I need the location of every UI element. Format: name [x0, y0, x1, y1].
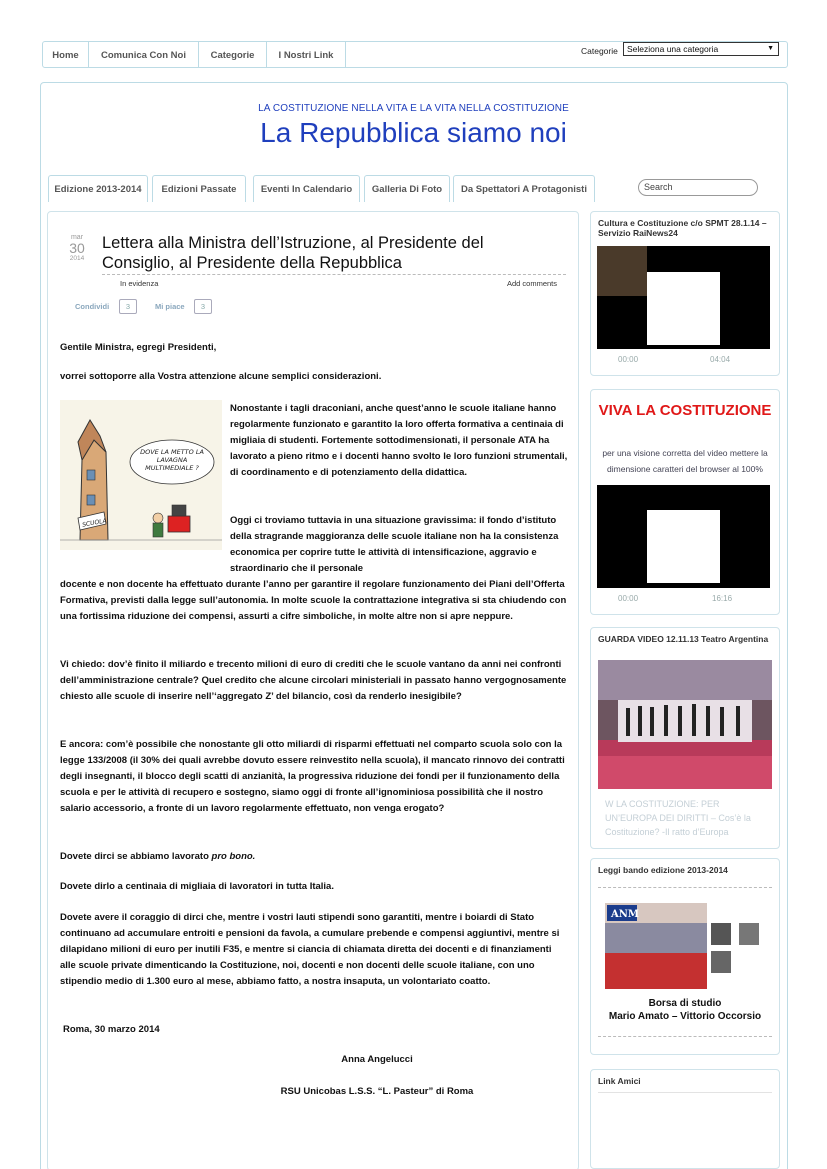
paragraph-5 [60, 849, 568, 865]
cartoon-sign-text: SCUOLA [81, 517, 108, 529]
tab-galleria-di-foto[interactable]: Galleria Di Foto [364, 175, 450, 202]
tab-edizione-2013-2014[interactable]: Edizione 2013-2014 [48, 175, 148, 202]
dropdown-arrow-icon: ▼ [767, 45, 774, 52]
tab-edizioni-passate[interactable]: Edizioni Passate [152, 175, 246, 202]
intro-paragraph: vorrei sottoporre alla Vostra attenzione alcune semplici considerazioni. [60, 371, 382, 382]
bando-image[interactable] [605, 903, 765, 989]
video-time-end: 16:16 [712, 594, 733, 603]
site-tagline: LA COSTITUZIONE NELLA VITA E LA VITA NELLA COSTITUZIONE [258, 103, 569, 114]
paragraph-3: Vi chiedo: dov’è finito il miliardo e trecento milioni di euro di crediti che le scuole vantano da anni nei confronti dell’amministrazione centrale? Quel credito che alcune circolari ministeriali in passato hanno vergognosamente chiesto alle scuole di inserire nell’‘aggregato Z’ del bilancio, così da renderlo inesigibile? [60, 659, 567, 702]
tab-da-spettatori-a-protagonisti[interactable]: Da Spettatori A Protagonisti [453, 175, 595, 202]
title-divider [102, 274, 566, 275]
video-player-viva[interactable] [597, 485, 770, 588]
nav-comunica-con-noi[interactable]: Comunica Con Noi [89, 42, 199, 67]
video-widget-rainews-title[interactable]: Cultura e Costituzione c/o SPMT 28.1.14 – Servizio RaiNews24 [598, 218, 767, 238]
bando-divider [598, 887, 772, 888]
tab-eventi-in-calendario[interactable]: Eventi In Calendario [253, 175, 360, 202]
mi-piace-count: 3 [194, 299, 212, 314]
post-date-month: mar [70, 234, 84, 241]
viva-costituzione-title: VIVA LA COSTITUZIONE [598, 402, 772, 419]
condividi-button[interactable]: Condividi [75, 302, 110, 311]
school-cartoon-image [60, 400, 222, 550]
video-time-end: 04:04 [710, 355, 731, 364]
post-date-year: 2014 [69, 255, 85, 262]
video-time-start: 00:00 [618, 355, 639, 364]
site-title[interactable]: La Repubblica siamo noi [260, 117, 567, 148]
link-amici-title[interactable]: Link Amici [598, 1076, 641, 1086]
condividi-count: 3 [119, 299, 137, 314]
category-label: Categorie [581, 46, 618, 56]
paragraph-1: Nonostante i tagli draconiani, anche quest’anno le scuole italiane hanno regolarmente funzionato e garantito la loro offerta formativa a centinaia di migliaia di studenti. Fortemente sottodimensionati, il personale ATA ha lavorato a pieno ritmo e i docenti hanno svolto le loro funzioni strumentali, di coordinamento e di potenziamento della didattica. [230, 403, 568, 478]
mi-piace-button[interactable]: Mi piace [155, 302, 185, 311]
video-thumbnail [597, 246, 647, 296]
nav-i-nostri-link[interactable]: I Nostri Link [267, 42, 346, 67]
post-date-day: 30 [69, 240, 85, 256]
video-frame [647, 272, 720, 345]
anm-logo-text: ANM [611, 909, 639, 920]
greeting: Gentile Ministra, egregi Presidenti, [60, 342, 217, 353]
borsa-names: Mario Amato – Vittorio Occorsio [608, 1011, 762, 1022]
author-name: Anna Angelucci [341, 1054, 413, 1065]
category-select-value: Seleziona una categoria [627, 44, 719, 54]
borsa-di-studio: Borsa di studio [648, 998, 722, 1009]
author-affiliation: RSU Unicobas L.S.S. “L. Pasteur” di Roma [280, 1086, 474, 1097]
link-amici-divider [598, 1092, 772, 1093]
video-time-start: 00:00 [618, 594, 639, 603]
bando-widget-title[interactable]: Leggi bando edizione 2013-2014 [598, 865, 728, 875]
post-date [64, 234, 90, 262]
post-title[interactable]: Lettera alla Ministra dell’Istruzione, al Presidente del Consiglio, al Presidente della Repubblica [102, 234, 484, 272]
nav-home[interactable]: Home [43, 42, 89, 67]
teatro-argentina-title[interactable]: GUARDA VIDEO 12.11.13 Teatro Argentina [598, 634, 769, 644]
nav-categorie[interactable]: Categorie [199, 42, 267, 67]
teatro-argentina-caption[interactable]: W LA COSTITUZIONE: PER UN’EUROPA DEI DIRITTI – Cos’è la Costituzione? -Il ratto d’Europa [605, 799, 751, 837]
paragraph-5-text: Dovete dirci se abbiamo lavorato [60, 851, 212, 862]
cartoon-speech-bubble: DOVE LA METTO LA LAVAGNA MULTIMEDIALE ? [140, 448, 204, 472]
paragraph-2-part-1: Oggi ci troviamo tuttavia in una situazione gravissima: il fondo d’istituto della stragrande maggioranza delle scuole italiane non ha la consistenza economica per coprire tutte le attività di intensificazione, aggravio e straordinario che il personale [230, 515, 559, 574]
place-date: Roma, 30 marzo 2014 [63, 1024, 160, 1035]
bando-bottom-divider [598, 1036, 772, 1037]
paragraph-2-part-2: docente e non docente ha effettuato durante l’anno per garantire il regolare funzionamento dei Piani dell’Offerta Formativa, previsti dalla legge sull’autonomia. In molte scuole la contrattazione integrativa si sta chiudendo con una fortissima riduzione dei compensi, assurti a cifre simboliche, in molte altre non si apre neppure. [60, 579, 567, 622]
post-category-link[interactable]: In evidenza [120, 279, 159, 288]
teatro-argentina-thumbnail[interactable] [598, 660, 772, 789]
category-select[interactable] [623, 42, 779, 56]
viva-costituzione-note: per una visione corretta del video mettere la dimensione caratteri del browser al 100% [602, 448, 768, 474]
add-comments-link[interactable]: Add comments [507, 279, 558, 288]
search-input[interactable]: Search [638, 179, 758, 196]
video-frame [647, 510, 720, 583]
video-player-rainews[interactable] [597, 246, 770, 349]
paragraph-5-italic: pro bono. [211, 851, 256, 862]
paragraph-6: Dovete dirlo a centinaia di migliaia di lavoratori in tutta Italia. [60, 881, 334, 892]
paragraph-4: E ancora: com’è possibile che nonostante gli otto miliardi di risparmi effettuati nel comparto scuola solo con la legge 133/2008 (il 30% dei quali avrebbe dovuto essere reinvestito nella scuola), il mancato rinnovo dei contratti degli insegnanti, il blocco degli scatti di anzianità, la progressiva riduzione dei fondi per il funzionamento della scuola e per le attività di recupero e sostegno, siamo oggi di fronte all’ignominiosa possibilità che il nostro salario accessorio, a fronte di un lavoro regolarmente effettuato, non venga erogato? [60, 739, 565, 814]
paragraph-7: Dovete avere il coraggio di dirci che, mentre i vostri lauti stipendi sono garantiti, mentre i boiardi di Stato continuano ad accumulare entroiti e pensioni da favola, a cumulare prebende e compensi aggiuntivi, mentre si dilapidano milioni di euro per inutili F35, e mentre si ciancia di chiamata diretta dei docenti e di finanziamenti alle scuole private dimenticando la Costituzione, noi, docenti e non docenti delle scuole italiane, con uno stipendio medio di 1.300 euro al mese, abbiamo fatto, a nostra insaputa, un volontariato coatto. [60, 912, 560, 987]
